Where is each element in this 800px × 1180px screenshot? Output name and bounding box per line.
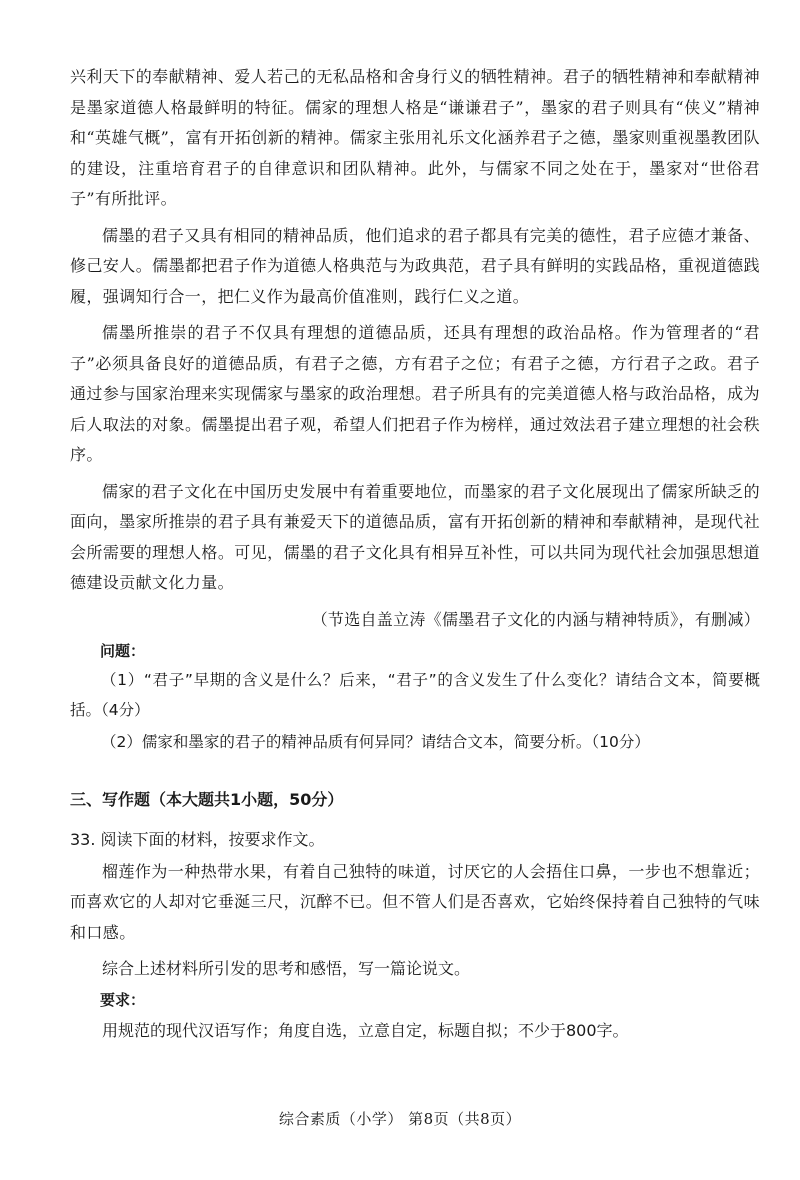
question-2: （2）儒家和墨家的君子的精神品质有何异同？请结合文本，简要分析。（10分） [101,732,650,751]
question-1: （1）“君子”早期的含义是什么？后来，“君子”的含义发生了什么变化？请结合文本，简要概括。（4分） [70,670,760,719]
page-footer: 综合素质（小学） 第8页（共8页） [278,1110,522,1128]
passage-source: （节选自盖立涛《儒墨君子文化的内涵与精神特质》，有删减） [311,609,760,629]
writing-requirements: 用规范的现代汉语写作；角度自选，立意自定，标题自拟；不少于800字。 [102,1021,629,1040]
passage-paragraph-2: 儒墨的君子又具有相同的精神品质，他们追求的君子都具有完美的德性，君子应德才兼备、修己安人。儒墨都把君子作为道德人格典范与为政典范，君子具有鲜明的实践品格，重视道德践履，强调知行合一，把仁义作为最高价值准则，践行仁义之道。 [70,225,760,306]
passage-paragraph-4: 儒家的君子文化在中国历史发展中有着重要地位，而墨家的君子文化展现出了儒家所缺乏的面向，墨家所推崇的君子具有兼爱天下的道德品质，富有开拓创新的精神和奉献精神，是现代社会所需要的理想人格。可见，儒墨的君子文化具有相异互补性，可以共同为现代社会加强思想道德建设贡献文化力量。 [70,481,760,592]
writing-prompt: 综合上述材料所引发的思考和感悟，写一篇论说文。 [102,959,471,978]
passage-paragraph-3: 儒墨所推崇的君子不仅具有理想的道德品质，还具有理想的政治品格。作为管理者的“君子”必须具备良好的道德品质，有君子之德，方有君子之位；有君子之德，方行君子之政。君子通过参与国家治理来实现儒家与墨家的政治理想。君子所具有的完美道德人格与政治品格，成为后人取法的对象。儒墨提出君子观，希望人们把君子作为榜样，通过效法君子建立理想的社会秩序。 [70,323,760,464]
writing-material: 榴莲作为一种热带水果，有着自己独特的味道，讨厌它的人会捂住口鼻，一步也不想靠近；而喜欢它的人却对它垂涎三尺，沉醉不已。但不管人们是否喜欢，它始终保持着自己独特的气味和口感。 [70,861,760,942]
writing-task: 33. 阅读下面的材料，按要求作文。 [70,829,325,849]
section-title-writing: 三、写作题（本大题共1小题，50分） [70,789,344,809]
questions-label: 问题： [100,641,146,660]
requirements-label: 要求： [100,991,146,1009]
passage-paragraph-1: 兴利天下的奉献精神、爱人若己的无私品格和舍身行义的牺牲精神。君子的牺牲精神和奉献精神是墨家道德人格最鲜明的特征。儒家的理想人格是“谦谦君子”，墨家的君子则具有“侠义”精神和“英雄气概”，富有开拓创新的精神。儒家主张用礼乐文化涵养君子之德，墨家则重视墨教团队的建设，注重培育君子的自律意识和团队精神。此外，与儒家不同之处在于，墨家对“世俗君子”有所批评。 [70,67,760,208]
